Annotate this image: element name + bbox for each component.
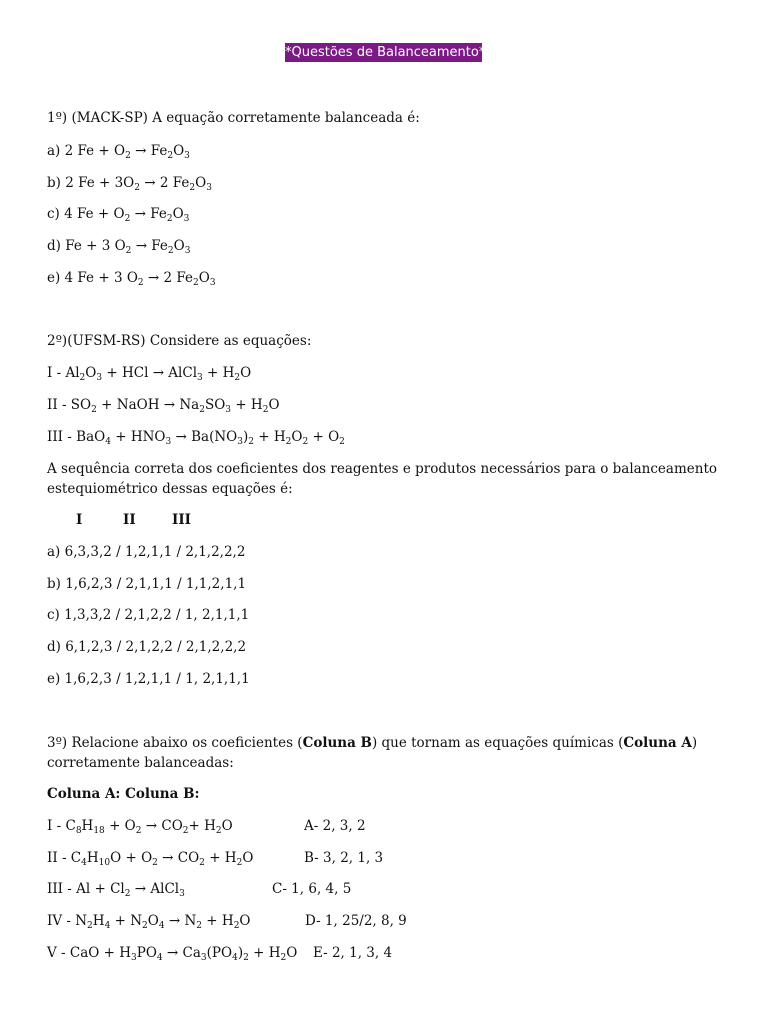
- q1-heading: 1º) (MACK-SP) A equação corretamente balanceada é:: [47, 110, 420, 126]
- q2-heading: 2º)(UFSM-RS) Considere as equações:: [47, 333, 312, 349]
- q3-columns-label: Coluna A: Coluna B:: [47, 786, 200, 802]
- page-title: *Questões de Balanceamento*: [285, 45, 486, 60]
- q2-statement: A sequência correta dos coeficientes dos reagentes e produtos necessários para o balanceamento estequiométrico dessas equações é:: [47, 461, 718, 497]
- q3-equation-1: $I - C_8H_{18} + O_2 \to CO_2+ H_2O$: [47, 818, 233, 836]
- q2-option-b: b) 1,6,2,3 / 2,1,1,1 / 1,1,2,1,1: [47, 576, 247, 592]
- q3-equation-2: II - $C_4H_{10}O + O_2 \to CO_2 + H_2O$: [47, 850, 254, 868]
- q2-col-header-1: I: [76, 512, 83, 528]
- q2-option-d: d) 6,1,2,3 / 2,1,2,2 / 2,1,2,2,2: [47, 639, 247, 655]
- q2-equation-1: I - $Al_2O_3$ + HCl → AlCl$_3$ + $H_2O$: [47, 365, 252, 383]
- q1-option-a: a) 2 $Fe + O_2 \to Fe_2O_3$: [47, 143, 190, 161]
- q3-answer-d: D- 1, 25/2, 8, 9: [305, 913, 407, 929]
- q3-answer-e: E- 2, 1, 3, 4: [313, 945, 393, 961]
- q3-equation-5: V - CaO + $H_3PO_4 \to Ca_3(PO_4)_2 + H_2O$: [47, 945, 298, 963]
- q2-equation-3: III - $BaO_4 + HNO_3 \to Ba(NO_3)_2 + H_2O_2 + O_2$: [47, 429, 345, 447]
- q1-option-d: d) Fe + 3 $O_2 \to Fe_2O_3$: [47, 238, 191, 256]
- q3-answer-c: C- 1, 6, 4, 5: [272, 881, 352, 897]
- q2-equation-2: II - $SO_2$ + NaOH → $Na_2SO_3 + H_2O$: [47, 397, 280, 415]
- q2-option-a: a) 6,3,3,2 / 1,2,1,1 / 2,1,2,2,2: [47, 544, 246, 560]
- q3-equation-3: III - $Al + Cl_2$ → AlCl$_3$: [47, 881, 185, 899]
- q2-col-header-3: III: [172, 512, 191, 528]
- q3-equation-4: IV - $N_2H_4 + N_2O_4 \to N_2 + H_2O$: [47, 913, 251, 931]
- q3-answer-b: B- 3, 2, 1, 3: [304, 850, 384, 866]
- q3-answer-a: A- 2, 3, 2: [304, 818, 366, 834]
- q2-col-header-2: II: [123, 512, 136, 528]
- q1-option-b: b) 2 $Fe + 3O_2 \to 2$ $Fe_2O_3$: [47, 175, 212, 193]
- q2-option-c: c) 1,3,3,2 / 2,1,2,2 / 1, 2,1,1,1: [47, 607, 250, 623]
- q1-option-c: c) 4 $Fe + O_2 \to Fe_2O_3$: [47, 206, 190, 224]
- q1-option-e: e) 4 Fe + 3 $O_2 \to 2$ $Fe_2O_3$: [47, 270, 216, 288]
- q2-option-e: e) 1,6,2,3 / 1,2,1,1 / 1, 2,1,1,1: [47, 671, 250, 687]
- q3-heading: 3º) Relacione abaixo os coeficientes (Coluna B) que tornam as equações químicas (Coluna A) corretamente balanceadas:: [47, 735, 698, 771]
